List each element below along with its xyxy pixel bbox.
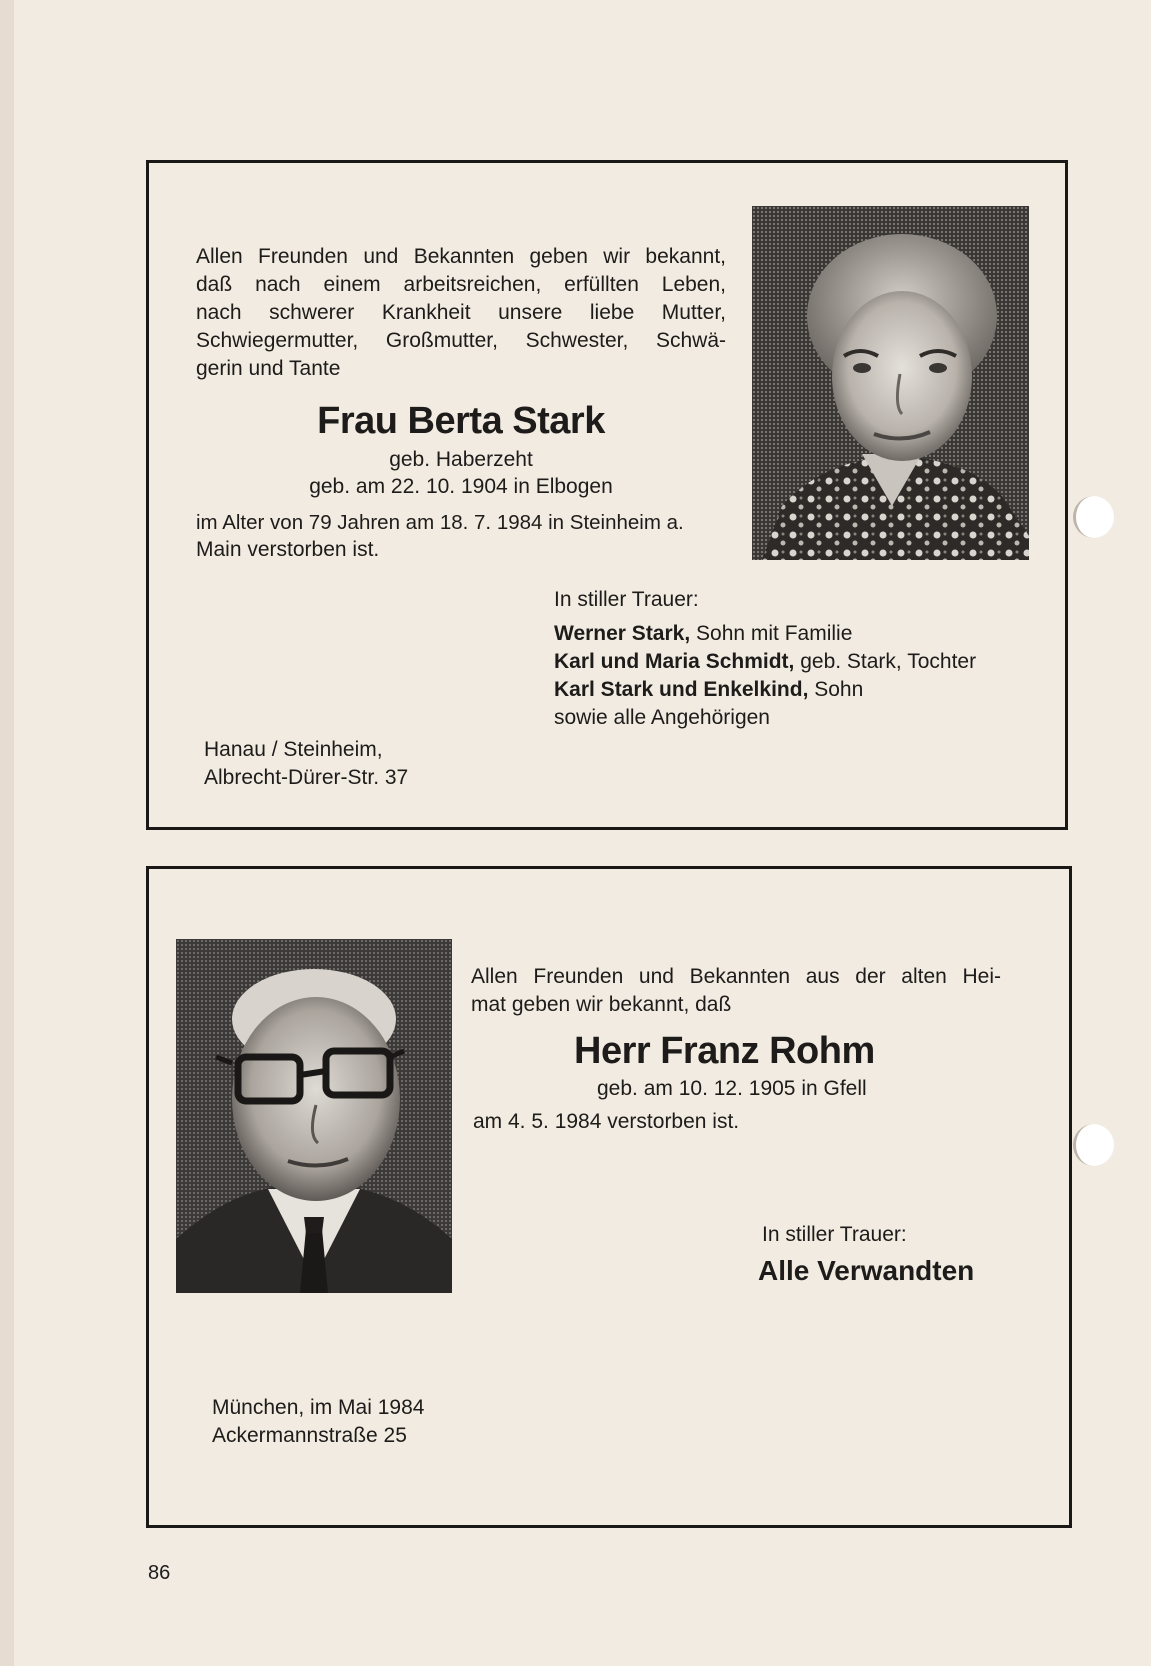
mourner-relation: Sohn mit Familie [690, 622, 853, 645]
death-line: am 4. 5. 1984 verstorben ist. [473, 1110, 740, 1133]
page-number: 86 [148, 1562, 171, 1584]
punch-hole [1073, 1124, 1114, 1166]
mourners-closing: sowie alle Angehörigen [554, 706, 770, 729]
intro-line: Allen Freunden und Bekannten geben wir bekannt, [196, 245, 726, 268]
mourners: Alle Verwandten [758, 1255, 975, 1286]
mourner-entry [554, 620, 852, 648]
address-line: München, im Mai 1984 [212, 1396, 425, 1419]
intro-line: mat geben wir bekannt, daß [471, 993, 732, 1016]
mourner-entry [554, 676, 863, 704]
maiden-name: geb. Haberzeht [389, 448, 533, 471]
portrait-photo [176, 939, 452, 1293]
intro-line: nach schwerer Krankheit unsere liebe Mutter, [196, 301, 726, 324]
intro-line: gerin und Tante [196, 357, 341, 380]
intro-line: Allen Freunden und Bekannten aus der alten Hei- [471, 965, 1001, 988]
mourning-heading: In stiller Trauer: [554, 588, 699, 611]
birth-date: geb. am 10. 12. 1905 in Gfell [597, 1077, 867, 1100]
mourner-relation: geb. Stark, Tochter [794, 650, 977, 673]
mourning-heading: In stiller Trauer: [762, 1223, 907, 1246]
mourner-relation: Sohn [808, 678, 864, 701]
deceased-name: Frau Berta Stark [317, 400, 605, 442]
death-line: Main verstorben ist. [196, 538, 380, 561]
page-spine [0, 0, 14, 1666]
portrait-photo [752, 206, 1029, 560]
address-line: Hanau / Steinheim, [204, 738, 383, 761]
death-line: im Alter von 79 Jahren am 18. 7. 1984 in Steinheim a. [196, 511, 684, 534]
address-line: Albrecht-Dürer-Str. 37 [204, 766, 409, 789]
deceased-name: Herr Franz Rohm [574, 1030, 875, 1072]
mourner-entry [554, 648, 976, 676]
intro-line: Schwiegermutter, Großmutter, Schwester, Schwä- [196, 329, 726, 352]
mourner-name: Werner Stark, [554, 622, 691, 645]
birth-date: geb. am 22. 10. 1904 in Elbogen [309, 475, 613, 498]
address-line: Ackermannstraße 25 [212, 1424, 407, 1447]
mourner-name: Karl und Maria Schmidt, [554, 650, 795, 673]
punch-hole [1073, 496, 1114, 538]
intro-line: daß nach einem arbeitsreichen, erfüllten Leben, [196, 273, 726, 296]
mourner-name: Karl Stark und Enkelkind, [554, 678, 809, 701]
